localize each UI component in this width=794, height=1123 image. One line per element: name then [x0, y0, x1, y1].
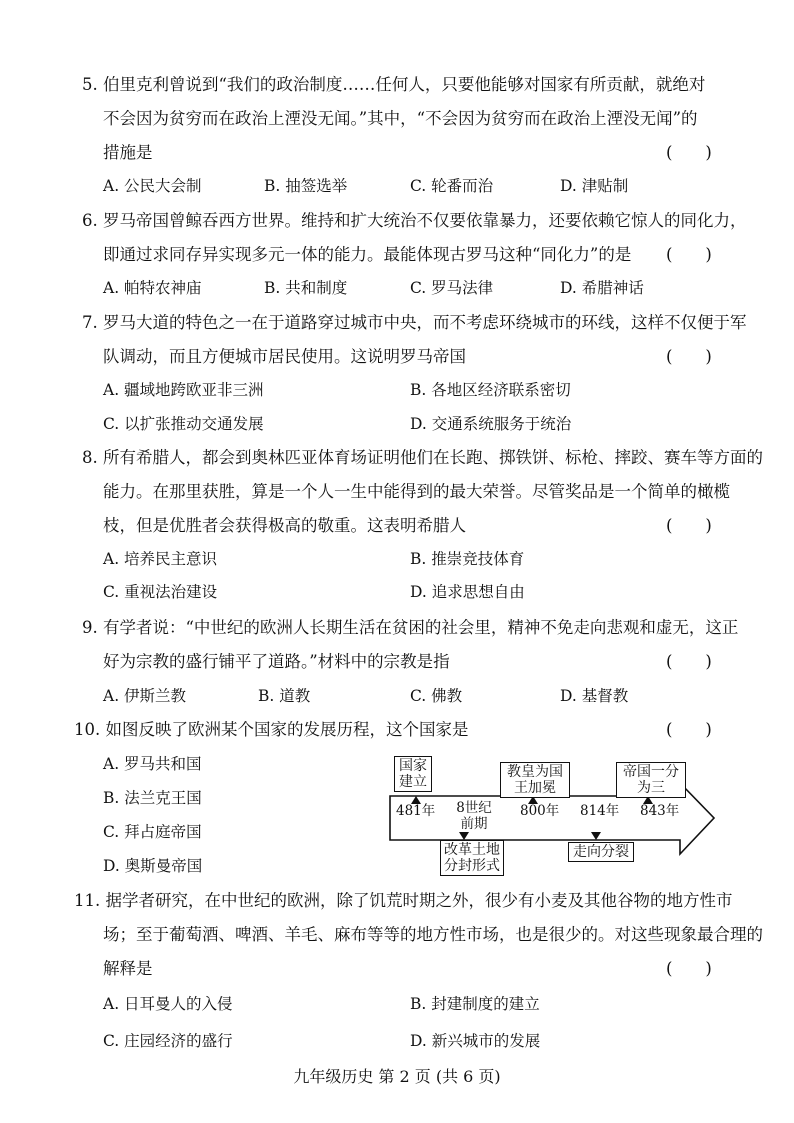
- q6-option-a: A. 帕特农神庙: [103, 279, 202, 297]
- timeline-event-split-three: 帝国一分为三: [616, 762, 686, 798]
- q11-line3: 解释是: [103, 959, 153, 978]
- q5-option-a: A. 公民大会制: [103, 177, 202, 195]
- timeline-event-land-reform: 改革土地分封形式: [440, 840, 504, 876]
- timeline-date-843: 843年: [640, 803, 680, 819]
- q6-line1: 6. 罗马帝国曾鲸吞西方世界。维持和扩大统治不仅要依靠暴力，还要依赖它惊人的同化力，: [82, 211, 747, 230]
- timeline-event-coronation: 教皇为国王加冕: [500, 762, 570, 798]
- timeline-event-founding: 国家建立: [394, 756, 432, 792]
- timeline-date-814: 814年: [580, 803, 620, 819]
- q7-answer-paren: ( ): [666, 347, 712, 366]
- q10-line1: 10. 如图反映了欧洲某个国家的发展历程，这个国家是: [74, 720, 469, 739]
- q9-option-d: D. 基督教: [560, 687, 629, 705]
- q9-line2: 好为宗教的盛行铺平了道路。”材料中的宗教是指: [103, 652, 450, 671]
- q5-option-c: C. 轮番而治: [410, 177, 494, 195]
- q6-line2: 即通过求同存异实现多元一体的能力。最能体现古罗马这种“同化力”的是: [103, 245, 632, 264]
- q8-line3: 枝，但是优胜者会获得极高的敬重。这表明希腊人: [103, 516, 466, 535]
- q7-option-d: D. 交通系统服务于统治: [410, 415, 572, 433]
- q8-option-c: C. 重视法治建设: [103, 583, 218, 601]
- q6-answer-paren: ( ): [666, 245, 712, 264]
- q10-answer-paren: ( ): [666, 720, 712, 739]
- q7-option-a: A. 疆域地跨欧亚非三洲: [103, 381, 264, 399]
- q7-line2: 队调动，而且方便城市居民使用。这说明罗马帝国: [103, 347, 466, 366]
- q9-option-a: A. 伊斯兰教: [103, 687, 187, 705]
- q8-option-d: D. 追求思想自由: [410, 583, 525, 601]
- q10-option-c: C. 拜占庭帝国: [103, 823, 202, 841]
- q10-option-b: B. 法兰克王国: [103, 789, 202, 807]
- q6-option-c: C. 罗马法律: [410, 279, 494, 297]
- q5-line1: 5. 伯里克利曾说到“我们的政治制度……任何人，只要他能够对国家有所贡献，就绝对: [82, 75, 706, 94]
- page-footer: 九年级历史 第 2 页 (共 6 页): [293, 1067, 501, 1086]
- q11-option-c: C. 庄园经济的盛行: [103, 1032, 233, 1050]
- q9-answer-paren: ( ): [666, 652, 712, 671]
- q8-line1: 8. 所有希腊人，都会到奥林匹亚体育场证明他们在长跑、掷铁饼、标枪、摔跤、赛车等方面的: [82, 448, 763, 467]
- q9-option-b: B. 道教: [258, 687, 311, 705]
- q8-option-b: B. 推崇竞技体育: [410, 550, 525, 568]
- q10-option-d: D. 奥斯曼帝国: [103, 857, 203, 875]
- q7-option-b: B. 各地区经济联系密切: [410, 381, 571, 399]
- timeline-date-481: 481年: [396, 803, 436, 819]
- q8-option-a: A. 培养民主意识: [103, 550, 218, 568]
- q7-option-c: C. 以扩张推动交通发展: [103, 415, 264, 433]
- timeline-event-split: 走向分裂: [568, 842, 634, 862]
- q5-answer-paren: ( ): [666, 143, 712, 162]
- q8-line2: 能力。在那里获胜，算是一个人一生中能得到的最大荣誉。尽管奖品是一个简单的橄榄: [103, 482, 730, 501]
- q6-option-d: D. 希腊神话: [560, 279, 644, 297]
- q5-line3: 措施是: [103, 143, 153, 162]
- q9-line1: 9. 有学者说：“中世纪的欧洲人长期生活在贫困的社会里，精神不免走向悲观和虚无，这正: [82, 618, 739, 637]
- timeline-date-8th-century: 8世纪前期: [456, 800, 492, 832]
- q11-answer-paren: ( ): [666, 959, 712, 978]
- timeline-date-800: 800年: [520, 803, 560, 819]
- q11-line2: 场；至于葡萄酒、啤酒、羊毛、麻布等等的地方性市场，也是很少的。对这些现象最合理的: [103, 925, 763, 944]
- q11-line1: 11. 据学者研究，在中世纪的欧洲，除了饥荒时期之外，很少有小麦及其他谷物的地方性市: [74, 891, 733, 910]
- q10-timeline-diagram: [380, 754, 720, 872]
- q8-answer-paren: ( ): [666, 516, 712, 535]
- q5-option-d: D. 津贴制: [560, 177, 629, 195]
- q5-line2: 不会因为贫穷而在政治上湮没无闻。”其中，“不会因为贫穷而在政治上湮没无闻”的: [103, 109, 698, 128]
- q5-option-b: B. 抽签选举: [264, 177, 348, 195]
- q11-option-b: B. 封建制度的建立: [410, 995, 540, 1013]
- q10-option-a: A. 罗马共和国: [103, 755, 202, 773]
- q11-option-d: D. 新兴城市的发展: [410, 1032, 541, 1050]
- q6-option-b: B. 共和制度: [264, 279, 348, 297]
- q7-line1: 7. 罗马大道的特色之一在于道路穿过城市中央，而不考虑环绕城市的环线，这样不仅便于军: [82, 313, 747, 332]
- q9-option-c: C. 佛教: [410, 687, 463, 705]
- q11-option-a: A. 日耳曼人的入侵: [103, 995, 233, 1013]
